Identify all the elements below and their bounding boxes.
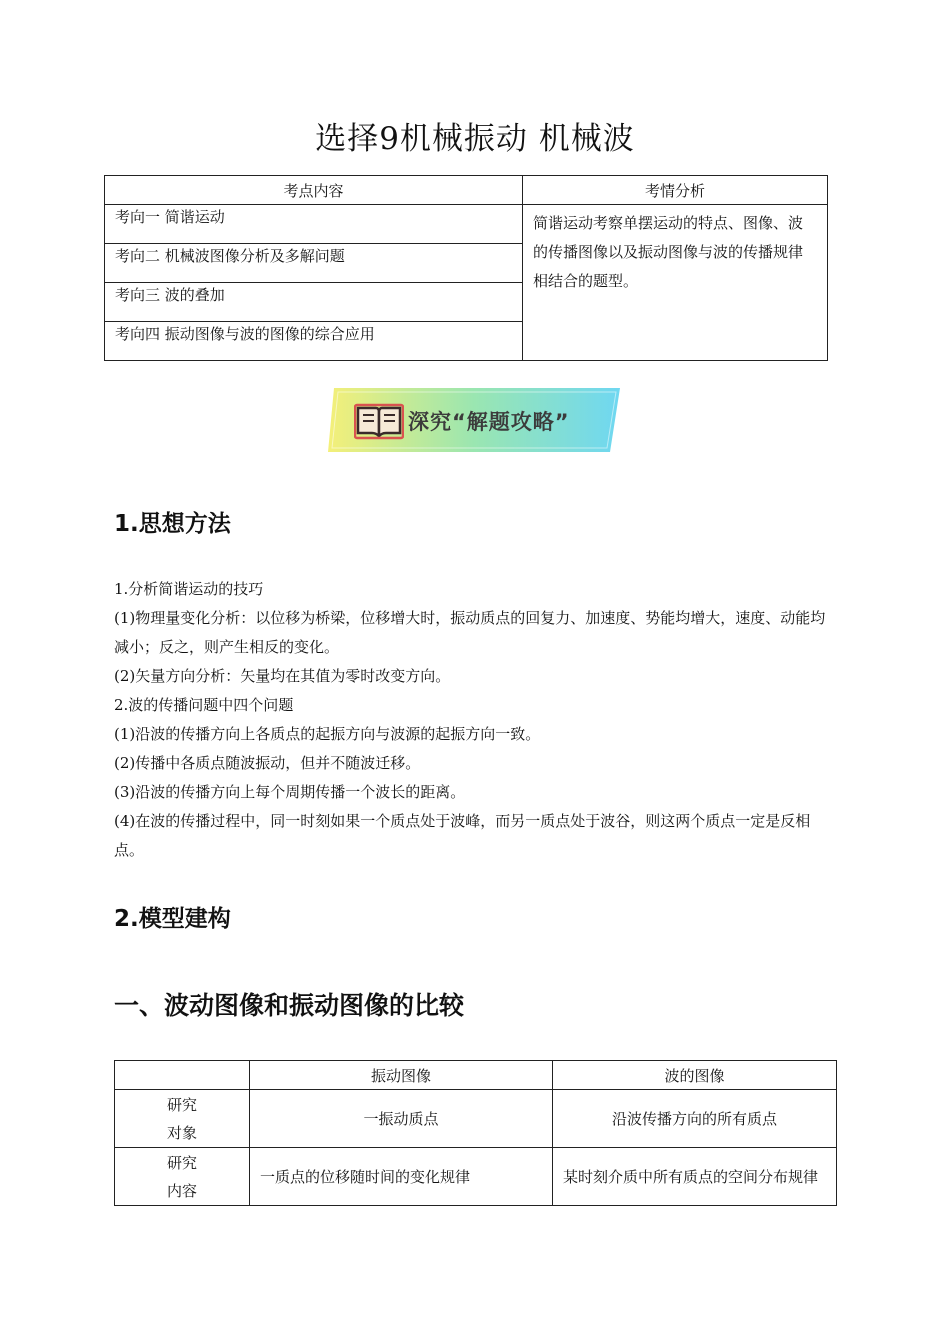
row-label-line: 研究: [166, 1153, 197, 1172]
row-label: [115, 1148, 250, 1206]
header-wave: 波的图像: [553, 1061, 837, 1090]
header-topics: 考点内容: [105, 176, 523, 205]
paragraph: (3)沿波的传播方向上每个周期传播一个波长的距离。: [114, 783, 466, 801]
paragraph: (2)传播中各质点随波振动，但并不随波迁移。: [114, 754, 421, 772]
header-empty: [115, 1061, 250, 1090]
table-cell: 一振动质点: [250, 1090, 553, 1148]
table-cell: 一质点的位移随时间的变化规律: [250, 1148, 553, 1206]
comparison-table: [114, 1060, 837, 1206]
section-heading-methods: 1.思想方法: [114, 511, 231, 537]
paragraph: 1.分析简谐运动的技巧: [114, 580, 264, 598]
strategy-banner: [328, 386, 622, 456]
paragraph: (1)沿波的传播方向上各质点的起振方向与波源的起振方向一致。: [114, 725, 541, 743]
topic-cell: 考向二 机械波图像分析及多解问题: [105, 244, 523, 283]
table-cell: 某时刻介质中所有质点的空间分布规律: [553, 1148, 837, 1206]
topic-cell: 考向三 波的叠加: [105, 283, 523, 322]
row-label-line: 研究: [166, 1095, 197, 1114]
row-label-line: 内容: [166, 1181, 197, 1200]
paragraph: (1)物理量变化分析：以位移为桥梁，位移增大时，振动质点的回复力、加速度、势能均增大，速度、动能均减小；反之，则产生相反的变化。: [114, 609, 826, 656]
overview-table: [104, 175, 828, 361]
section-heading-model: 2.模型建构: [114, 906, 231, 932]
analysis-cell: 简谐运动考察单摆运动的特点、图像、波的传播图像以及振动图像与波的传播规律相结合的题型。: [523, 205, 828, 361]
table-cell: 沿波传播方向的所有质点: [553, 1090, 837, 1148]
paragraph: (2)矢量方向分析：矢量均在其值为零时改变方向。: [114, 667, 451, 685]
topic-cell: 考向一 简谐运动: [105, 205, 523, 244]
topic-cell: 考向四 振动图像与波的图像的综合应用: [105, 322, 523, 361]
paragraph: (4)在波的传播过程中，同一时刻如果一个质点处于波峰，而另一质点处于波谷，则这两个质点一定是反相点。: [114, 812, 811, 859]
open-book-icon: [354, 402, 404, 442]
row-label-line: 对象: [166, 1123, 197, 1142]
paragraph: 2.波的传播问题中四个问题: [114, 696, 294, 714]
header-vibration: 振动图像: [250, 1061, 553, 1090]
row-label: [115, 1090, 250, 1148]
page-title: 选择9机械振动 机械波: [315, 121, 635, 157]
section-heading-comparison: 一、波动图像和振动图像的比较: [114, 991, 465, 1020]
header-analysis: 考情分析: [523, 176, 828, 205]
banner-text: 深究“解题攻略”: [408, 410, 570, 434]
methods-content: [114, 575, 836, 865]
